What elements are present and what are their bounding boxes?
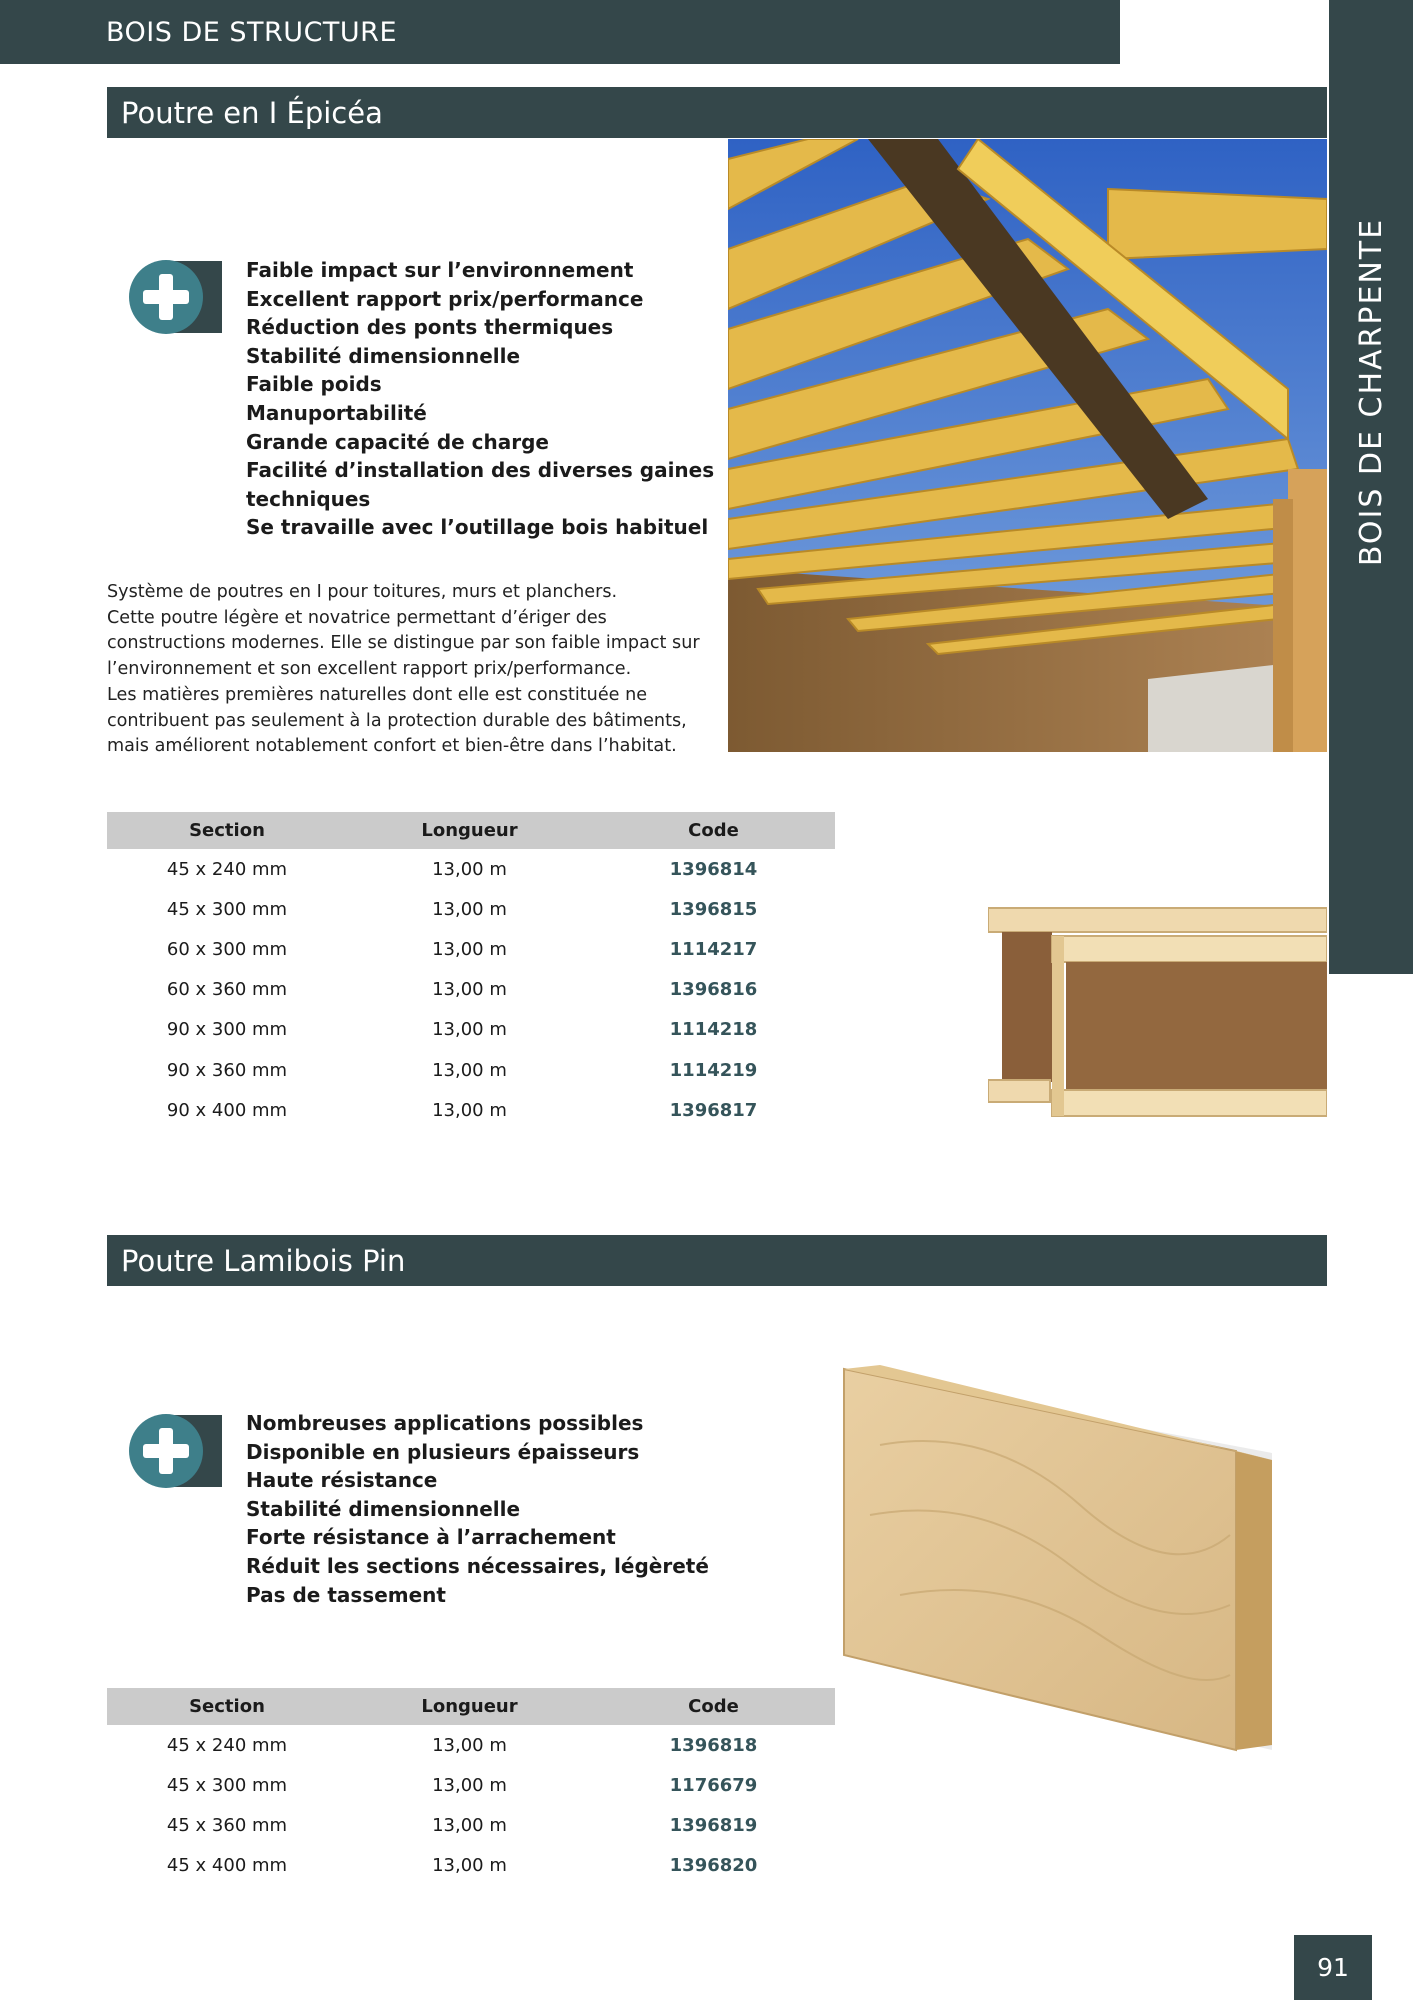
- cell-code: 1176679: [669, 1774, 758, 1796]
- cell-section: 45 x 400 mm: [166, 1855, 288, 1877]
- advantage-item: techniques: [246, 486, 371, 511]
- advantage-item: Se travaille avec l’outillage bois habituel: [246, 515, 709, 540]
- advantage-item: Réduction des ponts thermiques: [246, 315, 614, 340]
- column-header-longueur: Longueur: [421, 820, 518, 841]
- cell-code: 1396818: [669, 1734, 758, 1756]
- cell-section: 45 x 240 mm: [166, 1734, 288, 1756]
- advantage-item: Nombreuses applications possibles: [246, 1411, 644, 1435]
- advantage-item: Stabilité dimensionnelle: [246, 343, 521, 368]
- cell-code: 1114218: [669, 1019, 758, 1041]
- cell-code: 1114217: [669, 938, 758, 960]
- advantage-item: Facilité d’installation des diverses gaines: [246, 458, 715, 483]
- advantage-item: Réduit les sections nécessaires, légèreté: [246, 1553, 709, 1578]
- advantage-item: Pas de tassement: [246, 1582, 446, 1607]
- i-joist-product-image: [988, 902, 1327, 1122]
- cell-code: 1396820: [669, 1855, 758, 1877]
- column-header-section: Section: [189, 1696, 265, 1717]
- lvl-board-product-image: [840, 1365, 1280, 1765]
- cell-code: 1396815: [669, 898, 758, 920]
- cell-longueur: 13,00 m: [432, 938, 507, 960]
- cell-longueur: 13,00 m: [432, 898, 507, 920]
- cell-section: 90 x 360 mm: [166, 1059, 288, 1081]
- description-line: Cette poutre légère et novatrice permettant d’ériger des: [107, 607, 607, 628]
- plus-icon: [128, 1413, 224, 1489]
- table-row: [107, 889, 835, 929]
- cell-section: 45 x 300 mm: [166, 1774, 288, 1796]
- cell-longueur: 13,00 m: [432, 1059, 507, 1081]
- section-title-poutre-i: Poutre en I Épicéa: [107, 87, 1327, 138]
- table-row: [107, 970, 835, 1010]
- advantage-item: Forte résistance à l’arrachement: [246, 1525, 616, 1550]
- table-row: [107, 1725, 835, 1765]
- column-header-section: Section: [189, 820, 265, 841]
- advantage-item: Manuportabilité: [246, 400, 427, 425]
- table-row: [107, 1010, 835, 1050]
- cell-section: 60 x 360 mm: [166, 979, 288, 1001]
- cell-section: 90 x 300 mm: [166, 1019, 288, 1041]
- cell-longueur: 13,00 m: [432, 1734, 507, 1756]
- column-header-longueur: Longueur: [421, 1696, 518, 1717]
- plus-icon: [128, 259, 224, 335]
- advantage-item: Haute résistance: [246, 1468, 438, 1493]
- cell-longueur: 13,00 m: [432, 858, 507, 880]
- section-title-lamibois: Poutre Lamibois Pin: [107, 1235, 1327, 1286]
- advantages-list: [246, 1409, 709, 1609]
- product-description: [107, 580, 707, 760]
- category-title: BOIS DE STRUCTURE: [106, 17, 397, 48]
- table-row: [107, 929, 835, 969]
- table-row: [107, 1805, 835, 1845]
- side-tab-label: BOIS DE CHARPENTE: [1353, 217, 1389, 567]
- table-row: [107, 1090, 835, 1130]
- cell-longueur: 13,00 m: [432, 1774, 507, 1796]
- table-header: [107, 1688, 835, 1725]
- description-line: constructions modernes. Elle se distingue par son faible impact sur: [107, 633, 700, 654]
- product-table-lamibois: [107, 1688, 835, 1886]
- cell-section: 60 x 300 mm: [166, 938, 288, 960]
- column-header-code: Code: [688, 1696, 739, 1717]
- cell-section: 45 x 360 mm: [166, 1814, 288, 1836]
- advantages-list: [246, 256, 714, 542]
- cell-longueur: 13,00 m: [432, 1855, 507, 1877]
- cell-longueur: 13,00 m: [432, 1099, 507, 1121]
- description-line: l’environnement et son excellent rapport prix/performance.: [107, 659, 632, 680]
- cell-section: 45 x 240 mm: [166, 858, 288, 880]
- description-line: Système de poutres en I pour toitures, murs et planchers.: [107, 582, 618, 602]
- table-row: [107, 1765, 835, 1805]
- cell-code: 1396817: [669, 1099, 758, 1121]
- side-tab: [1329, 0, 1413, 974]
- cell-longueur: 13,00 m: [432, 1814, 507, 1836]
- product-table-poutre-i: [107, 812, 835, 1130]
- cell-section: 90 x 400 mm: [166, 1099, 288, 1121]
- advantage-item: Disponible en plusieurs épaisseurs: [246, 1439, 640, 1464]
- page-number: 91: [1294, 1935, 1372, 2000]
- cell-code: 1114219: [669, 1059, 758, 1081]
- advantage-item: Faible impact sur l’environnement: [246, 258, 634, 282]
- cell-longueur: 13,00 m: [432, 1019, 507, 1041]
- table-row: [107, 1846, 835, 1886]
- i-joist-construction-photo: [728, 139, 1327, 752]
- cell-code: 1396814: [669, 858, 758, 880]
- advantage-item: Excellent rapport prix/performance: [246, 286, 644, 311]
- cell-section: 45 x 300 mm: [166, 898, 288, 920]
- cell-longueur: 13,00 m: [432, 979, 507, 1001]
- advantage-item: Stabilité dimensionnelle: [246, 1496, 521, 1521]
- description-line: Les matières premières naturelles dont elle est constituée ne: [107, 684, 648, 705]
- table-row: [107, 849, 835, 889]
- description-line: contribuent pas seulement à la protection durable des bâtiments,: [107, 710, 687, 731]
- advantage-item: Grande capacité de charge: [246, 429, 549, 454]
- column-header-code: Code: [688, 820, 739, 841]
- table-header: [107, 812, 835, 849]
- cell-code: 1396819: [669, 1814, 758, 1836]
- cell-code: 1396816: [669, 979, 758, 1001]
- description-line: mais améliorent notablement confort et bien-être dans l’habitat.: [107, 736, 677, 757]
- advantage-item: Faible poids: [246, 372, 382, 397]
- table-row: [107, 1050, 835, 1090]
